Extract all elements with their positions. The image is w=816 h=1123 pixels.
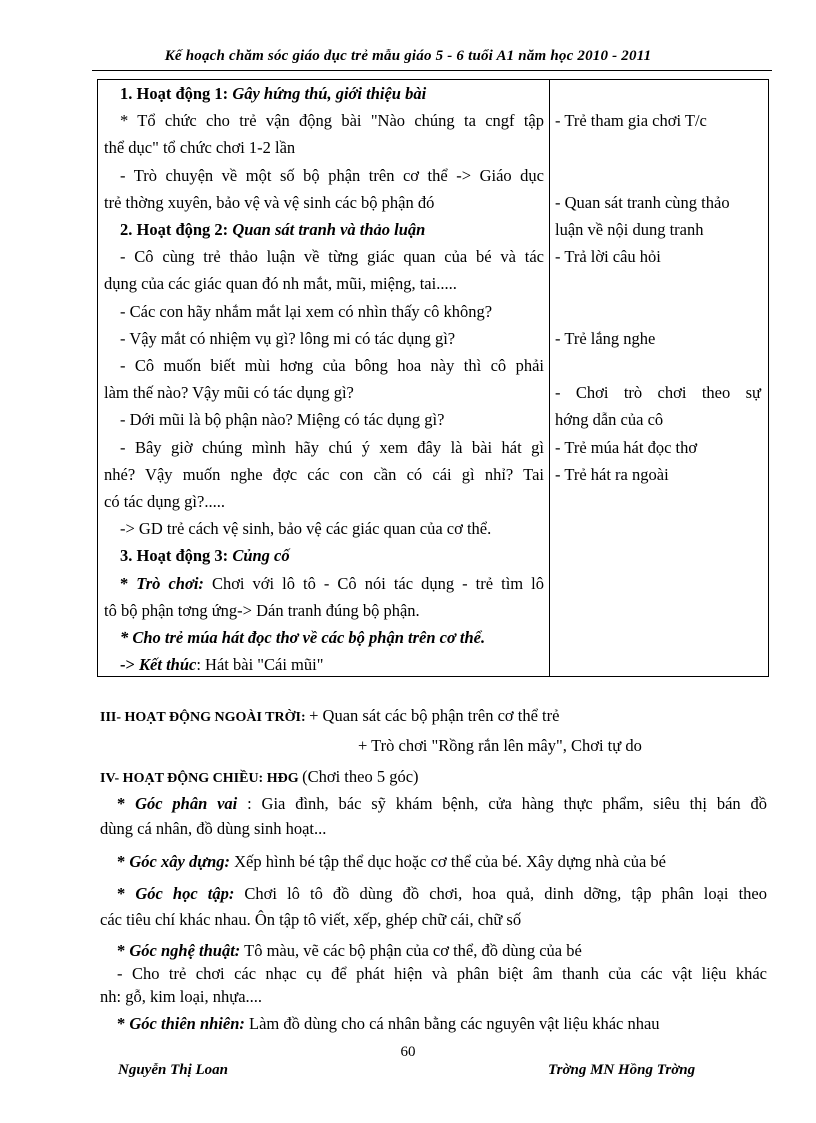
line-emphasis: Trò chơi: [136, 573, 204, 593]
activity-plan-table [97, 79, 769, 677]
child-activity-line: - Trả lời câu hỏi [555, 247, 661, 267]
page-header-title: Kế hoạch chăm sóc giáo dục trẻ mẫu giáo 5 - 6 tuổi A1 năm học 2010 - 2011 [164, 48, 652, 64]
teacher-activity-line: thể dục" tổ chức chơi 1-2 lần [104, 138, 296, 158]
activity-title: Củng cố [232, 546, 290, 566]
activity-label: 3. Hoạt động 3: [120, 546, 233, 566]
teacher-activity-line: tô bộ phận tơng ứng-> Dán tranh đúng bộ phận. [104, 600, 420, 620]
line-prefix: -> [120, 655, 140, 675]
line-prefix: * [120, 573, 137, 593]
teacher-activity-line [120, 84, 544, 104]
teacher-activity-line: nhé? Vậy muốn nghe đợc các con cần có cái gì nhỉ? Tai [104, 464, 544, 484]
child-activity-line: - Trẻ tham gia chơi T/c [555, 111, 707, 131]
teacher-activity-line: -> GD trẻ cách vệ sinh, bảo vệ các giác quan của cơ thể. [120, 519, 492, 539]
teacher-activity-line [120, 546, 544, 566]
activity-label: 1. Hoạt động 1: [120, 84, 233, 103]
footer-school: Trờng MN Hồng Trờng [548, 1062, 696, 1078]
child-activity-line: hớng dẫn của cô [555, 410, 664, 430]
corner-line [117, 851, 767, 873]
corner-title: Góc xây dựng: [129, 852, 230, 871]
corner-line [117, 963, 767, 985]
teacher-activity-line: - Trò chuyện về một số bộ phận trên cơ thể -> Giáo dục [120, 165, 544, 185]
corner-text: Xếp hình bé tập thể dục hoặc cơ thể của bé. Xây dựng nhà của bé [230, 852, 666, 871]
footer-author: Nguyễn Thị Loan [118, 1062, 229, 1078]
corner-text: : Gia đình, bác sỹ khám bệnh, cửa hàng thực phẩm, siêu thị bán đồ [237, 794, 768, 813]
teacher-activity-line: - Cô muốn biết mùi hơng của bông hoa này thì cô phải [120, 356, 544, 375]
child-activity-line: - Quan sát tranh cùng thảo [555, 192, 730, 212]
teacher-activity-line [120, 655, 544, 675]
corner-bullet: * [117, 1014, 130, 1033]
corner-line [117, 1013, 767, 1035]
teacher-activity-line: - Cô cùng trẻ thảo luận về từng giác quan của bé và tác [120, 247, 544, 267]
teacher-activity-line: * Tổ chức cho trẻ vận động bài "Nào chúng ta cngf tập [120, 111, 544, 131]
line-text: Chơi với lô tô - Cô nói tác dụng - trẻ tìm lô [203, 573, 544, 593]
teacher-activity-line: - Vậy mắt có nhiệm vụ gì? lông mi có tác dụng gì? [120, 328, 456, 348]
child-activity-line: - Trẻ múa hát đọc thơ [555, 437, 698, 457]
teacher-activity-line: có tác dụng gì?..... [104, 492, 225, 511]
outdoor-line-1: + Quan sát các bộ phận trên cơ thể trẻ [309, 706, 560, 725]
corner-bullet: * [117, 794, 136, 813]
teacher-activity-line [120, 220, 544, 240]
activity-title: Gây hứng thú, giới thiệu bài [232, 84, 427, 103]
outdoor-section [100, 705, 559, 729]
afternoon-note: (Chơi theo 5 góc) [302, 767, 419, 786]
child-activity-line: - Trẻ hát ra ngoài [555, 464, 669, 484]
corner-line-continued: nh: gỗ, kim loại, nhựa.... [100, 987, 263, 1006]
corner-line [117, 940, 767, 962]
teacher-activity-line: dụng của các giác quan đó nh mắt, mũi, miệng, tai..... [104, 274, 457, 294]
corner-bullet: * [117, 852, 130, 871]
outdoor-line-2: + Trò chơi "Rồng rắn lên mây", Chơi tự do [358, 736, 642, 755]
corner-text: Làm đồ dùng cho cá nhân bằng các nguyên vật liệu khác nhau [244, 1014, 660, 1033]
teacher-activity-line: - Bây giờ chúng mình hãy chú ý xem đây là bài hát gì [120, 437, 544, 457]
afternoon-section [100, 766, 419, 790]
teacher-activity-line: làm thế nào? Vậy mũi có tác dụng gì? [104, 383, 354, 403]
activity-title: Quan sát tranh và thảo luận [232, 220, 426, 239]
child-activity-line: luận về nội dung tranh [555, 220, 704, 239]
corner-title: Góc phân vai [135, 794, 238, 813]
corner-text: Chơi lô tô đồ dùng đồ chơi, hoa quả, dinh dỡng, tập phân loại theo [234, 884, 767, 903]
corner-line-continued: các tiêu chí khác nhau. Ôn tập tô viết, xếp, ghép chữ cái, chữ số [100, 910, 522, 929]
teacher-activity-line: - Dới mũi là bộ phận nào? Miệng có tác dụng gì? [120, 410, 445, 430]
teacher-activity-line: - Các con hãy nhắm mắt lại xem có nhìn thấy cô không? [120, 301, 493, 321]
child-activity-line: - Trẻ lắng nghe [555, 328, 656, 348]
corner-title: Góc thiên nhiên: [129, 1014, 245, 1033]
corner-title: Góc học tập: [135, 884, 235, 903]
line-text: : Hát bài "Cái mũi" [196, 655, 324, 675]
corner-title: Góc nghệ thuật: [129, 941, 241, 960]
teacher-activity-line: trẻ thờng xuyên, bảo vệ và vệ sinh các bộ phận đó [104, 192, 435, 212]
outdoor-heading: III- HOẠT ĐỘNG NGOÀI TRỜI: [100, 710, 310, 725]
corner-bullet: * [117, 884, 136, 903]
column-divider [549, 80, 550, 676]
corner-line [117, 883, 767, 905]
child-activity-line: - Chơi trò chơi theo sự [555, 383, 761, 403]
corner-text: Tô màu, vẽ các bộ phận của cơ thể, đồ dùng của bé [240, 941, 582, 960]
corner-line-continued: dùng cá nhân, đồ dùng sinh hoạt... [100, 819, 327, 838]
teacher-activity-line: * Cho trẻ múa hát đọc thơ về các bộ phận trên cơ thể. [120, 628, 486, 647]
corner-line [117, 793, 767, 815]
afternoon-heading: IV- HOẠT ĐỘNG CHIỀU: HĐG [100, 771, 303, 786]
header-rule [92, 70, 772, 71]
page-number: 60 [400, 1044, 416, 1060]
line-emphasis: Kết thúc [139, 655, 197, 675]
corner-bullet: * [117, 941, 130, 960]
teacher-activity-line [120, 574, 544, 594]
corner-text: - Cho trẻ chơi các nhạc cụ để phát hiện và phân biệt âm thanh của các vật liệu khác [117, 964, 767, 983]
activity-label: 2. Hoạt động 2: [120, 220, 233, 239]
